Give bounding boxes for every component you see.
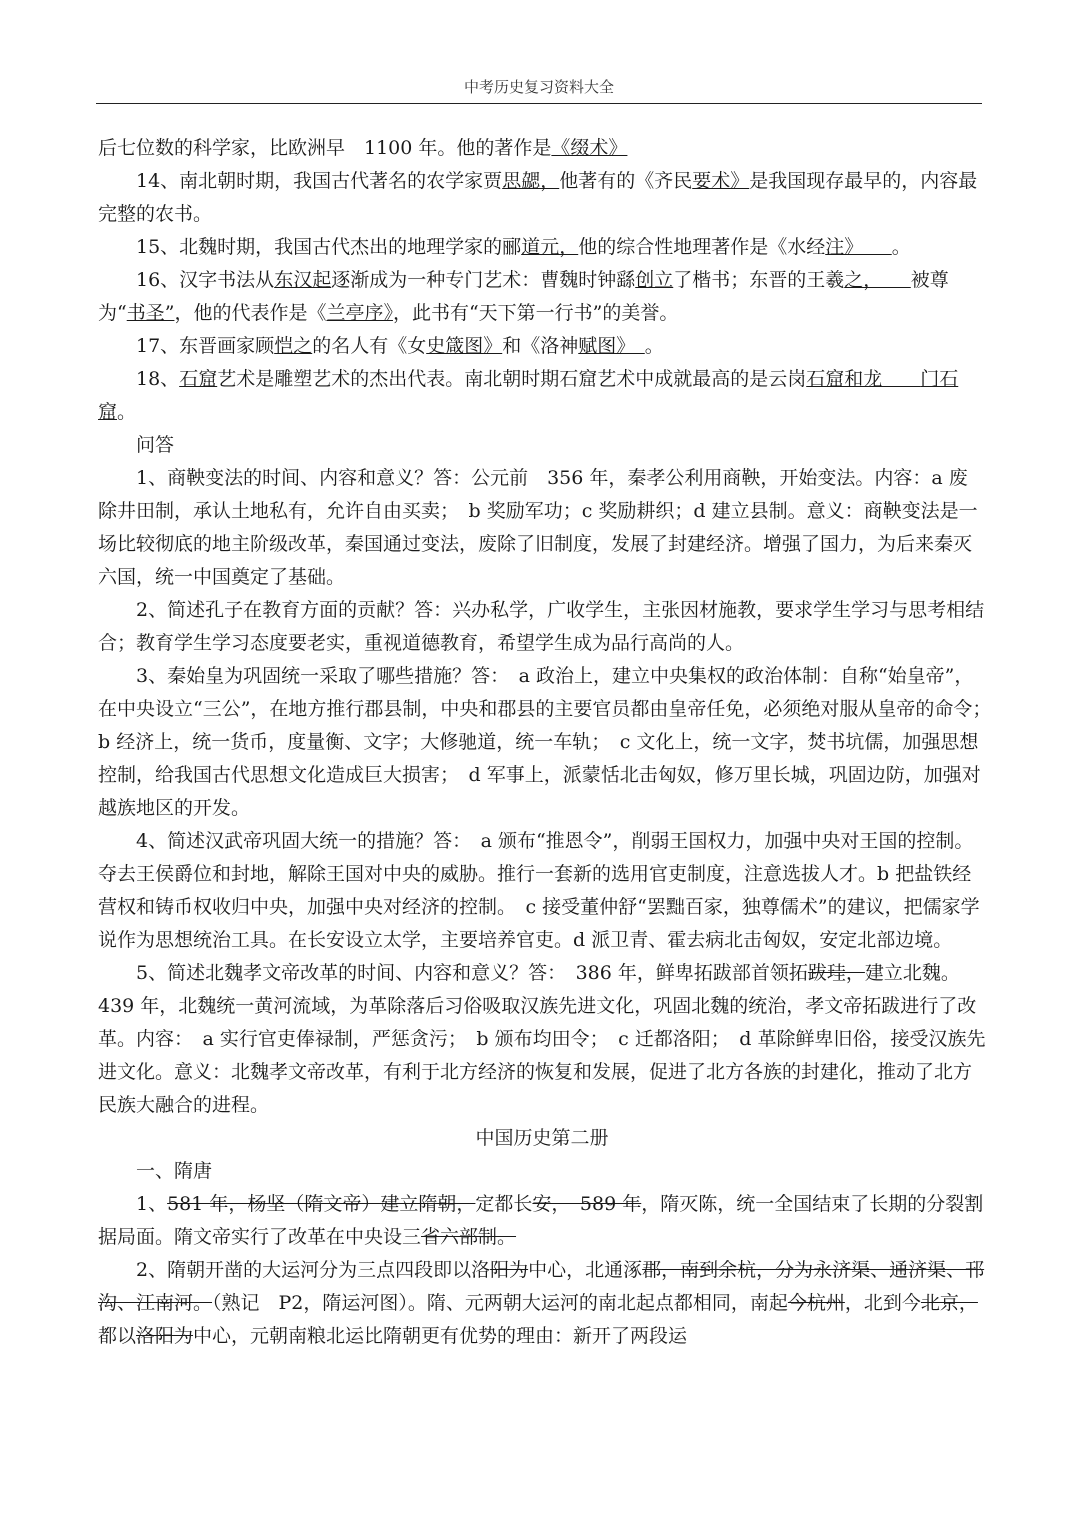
qa-5: 5、简述北魏孝文帝改革的时间、内容和意义？答： 386 年，鲜卑拓跋部首领拓跋珪，建立北魏。439 年，北魏统一黄河流域，为革除落后习俗吸取汉族先进文化，巩固北魏的统治，孝文帝拓跋进行了改革。内容： a 实行官吏俸禄制，严惩贪污； b 颁布均田令； c 迁都洛阳； d 革除鲜卑旧俗，接受汉族先进文化。意义：北魏孝文帝改革，有利于北方经济的恢复和发展，促进了北方各族的封建化，推动了北方民族大融合的进程。 <box>98 962 986 1116</box>
qa-2: 2、简述孔子在教育方面的贡献？答：兴办私学，广收学生，主张因材施教，要求学生学习与思考相结合；教育学生学习态度要老实，重视道德教育，希望学生成为品行高尚的人。 <box>98 599 985 654</box>
qa-3: 3、秦始皇为巩固统一采取了哪些措施？答： a 政治上，建立中央集权的政治体制：自称“始皇帝”，在中央设立“三公”，在地方推行郡县制，中央和郡县的主要官员都由皇帝任免，必须绝对服从皇帝的命令； b 经济上，统一货币，度量衡、文字；大修驰道，统一车轨； c 文化上，统一文字，焚书坑儒，加强思想控制，给我国古代思想文化造成巨大损害； d 军事上，派蒙恬北击匈奴，修万里长城，巩固边防，加强对越族地区的开发。 <box>98 665 1001 819</box>
sui-1: 1、581 年，杨坚（隋文帝）建立隋朝，定都长安， 589 年，隋灭陈，统一全国结束了长期的分裂割据局面。隋文帝实行了改革在中央设三省六部制。 <box>98 1193 984 1248</box>
paragraph-14: 14、南北朝时期，我国古代著名的农学家贾思勰，他著有的《齐民要术》是我国现存最早的，内容最完整的农书。 <box>98 170 978 225</box>
header-rule <box>96 103 982 104</box>
qa-4: 4、简述汉武帝巩固大统一的措施？答： a 颁布“推恩令”，削弱王国权力，加强中央对王国的控制。夺去王侯爵位和封地，解除王国对中央的威胁。推行一套新的选用官吏制度，注意选拔人才。b 把盐铁经营权和铸币权收归中央，加强中央对经济的控制。 c 接受董仲舒“罢黜百家，独尊儒术”的建议，把儒家学说作为思想统治工具。在长安设立太学，主要培养官吏。d 派卫青、霍去病北击匈奴，安定北部边境。 <box>98 830 980 951</box>
qa-1: 1、商鞅变法的时间、内容和意义？答：公元前 356 年，秦孝公利用商鞅，开始变法。内容：a 废除井田制，承认土地私有，允许自由买卖； b 奖励军功；c 奖励耕织；d 建立县制。意义：商鞅变法是一场比较彻底的地主阶级改革，秦国通过变法，废除了旧制度，发展了封建经济。增强了国力，为后来秦灭六国，统一中国奠定了基础。 <box>98 467 978 588</box>
sui-2: 2、隋朝开凿的大运河分为三点四段即以洛阳为中心，北通涿郡，南到余杭，分为永济渠、通济渠、邗沟、江南河。（熟记 P2，隋运河图）。隋、元两朝大运河的南北起点都相同，南起今杭州，北到今北京，都以洛阳为中心，元朝南粮北运比隋朝更有优势的理由：新开了两段运 <box>98 1259 985 1347</box>
paragraph-17: 17、东晋画家顾恺之的名人有《女史箴图》和《洛神赋图》 。 <box>136 335 664 357</box>
volume-heading: 中国历史第二册 <box>475 1127 609 1149</box>
document-body <box>98 132 1001 1353</box>
paragraph-16: 16、汉字书法从东汉起逐渐成为一种专门艺术：曹魏时钟繇创立了楷书；东晋的王羲之， 被尊为“书圣”，他的代表作是《兰亭序》，此书有“天下第一行书”的美誉。 <box>98 269 949 324</box>
paragraph-zhui-shu: 后七位数的科学家，比欧洲早 1100 年。他的著作是《缀术》 <box>98 137 628 159</box>
section-qa-heading: 问答 <box>136 434 175 456</box>
page-header: 中考历史复习资料大全 <box>463 78 614 96</box>
paragraph-15: 15、北魏时期，我国古代杰出的地理学家的郦道元，他的综合性地理著作是《水经注》 。 <box>136 236 911 258</box>
section-sui-tang: 一、隋唐 <box>136 1160 213 1182</box>
paragraph-18: 18、石窟艺术是雕塑艺术的杰出代表。南北朝时期石窟艺术中成就最高的是云岗石窟和龙 门石窟。 <box>98 368 959 423</box>
